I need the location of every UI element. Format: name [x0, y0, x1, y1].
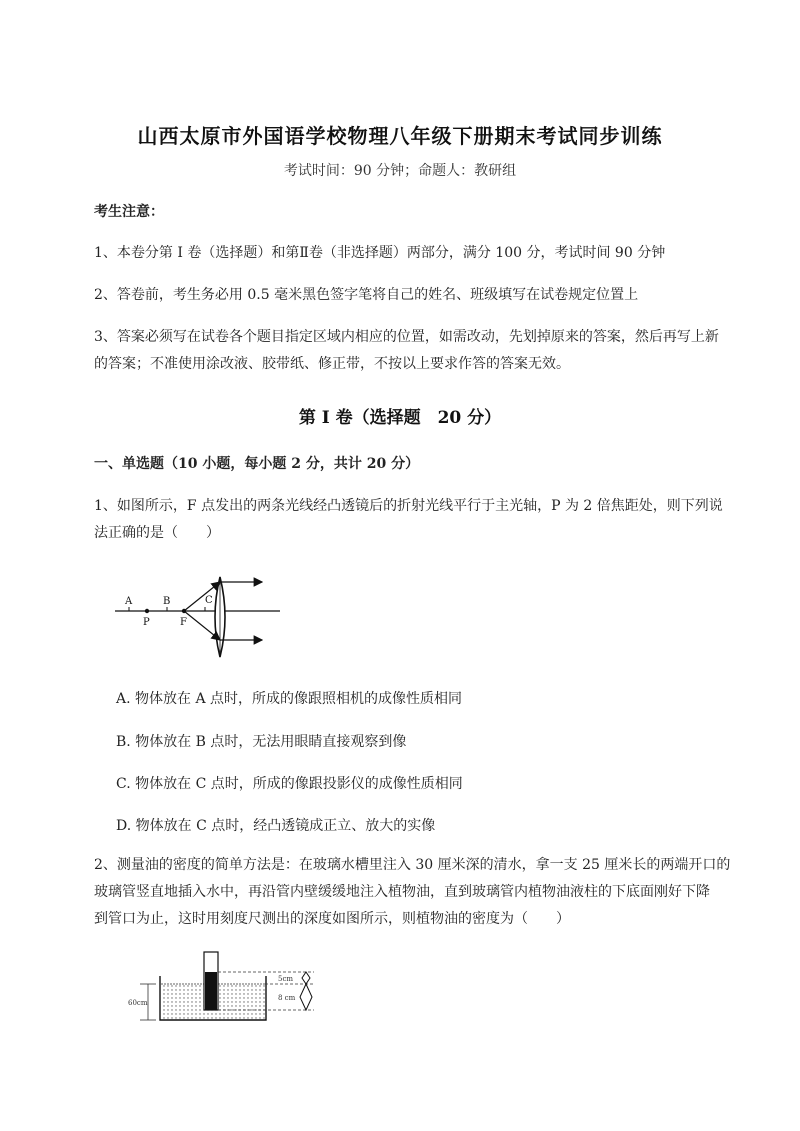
notice-item-2: 2、答卷前，考生务必用 0.5 毫米黑色签字笔将自己的姓名、班级填写在试卷规定位置上: [94, 287, 639, 303]
label-top: 5cm: [278, 975, 294, 983]
q1-option-c[interactable]: C. 物体放在 C 点时，所成的像跟投影仪的成像性质相同: [116, 776, 463, 792]
oil-column: [205, 972, 217, 1010]
section-title: 第 I 卷（选择题 20 分）: [298, 408, 502, 428]
label-b: B: [163, 596, 171, 607]
notice-item-1: 1、本卷分第 I 卷（选择题）和第Ⅱ卷（非选择题）两部分，满分 100 分，考试时间 90 分钟: [94, 245, 666, 261]
notice-item-3-cont: 的答案；不准使用涂改液、胶带纸、修正带，不按以上要求作答的答案无效。: [94, 356, 570, 372]
oil-density-figure: [118, 948, 328, 1028]
page-title: 山西太原市外国语学校物理八年级下册期末考试同步训练: [137, 124, 663, 148]
lens-figure: [112, 572, 284, 662]
q1-option-b[interactable]: B. 物体放在 B 点时，无法用眼睛直接观察到像: [116, 734, 407, 750]
q1-stem-line2: 法正确的是（ ）: [94, 525, 220, 541]
point-p: [145, 609, 149, 613]
q2-stem-line2: 玻璃管竖直地插入水中，再沿管内壁缓缓地注入植物油，直到玻璃管内植物油液柱的下底面刚好下降: [94, 884, 710, 900]
notice-item-3: 3、答案必须写在试卷各个题目指定区域内相应的位置，如需改动，先划掉原来的答案，然后再写上新: [94, 329, 719, 345]
label-c: C: [205, 595, 213, 606]
label-a: A: [125, 596, 133, 607]
label-mid: 8 cm: [278, 994, 296, 1002]
label-depth: 60cm: [128, 999, 148, 1007]
q1-option-d[interactable]: D. 物体放在 C 点时，经凸透镜成正立、放大的实像: [116, 818, 436, 834]
q1-option-a[interactable]: A. 物体放在 A 点时，所成的像跟照相机的成像性质相同: [116, 691, 463, 707]
exam-info: 考试时间：90 分钟；命题人：教研组: [283, 163, 517, 179]
notice-heading: 考生注意：: [94, 204, 164, 220]
label-f: F: [180, 617, 187, 628]
label-p: P: [143, 617, 150, 628]
q2-stem-line3: 到管口为止，这时用刻度尺测出的深度如图所示，则植物油的密度为（ ）: [94, 911, 570, 927]
q1-stem-line1: 1、如图所示，F 点发出的两条光线经凸透镜后的折射光线平行于主光轴，P 为 2 倍焦距处，则下列说: [94, 498, 723, 514]
q2-stem-line1: 2、测量油的密度的简单方法是：在玻璃水槽里注入 30 厘米深的清水，拿一支 25 厘米长的两端开口的: [94, 857, 731, 873]
part-heading: 一、单选题（10 小题，每小题 2 分，共计 20 分）: [94, 456, 420, 472]
